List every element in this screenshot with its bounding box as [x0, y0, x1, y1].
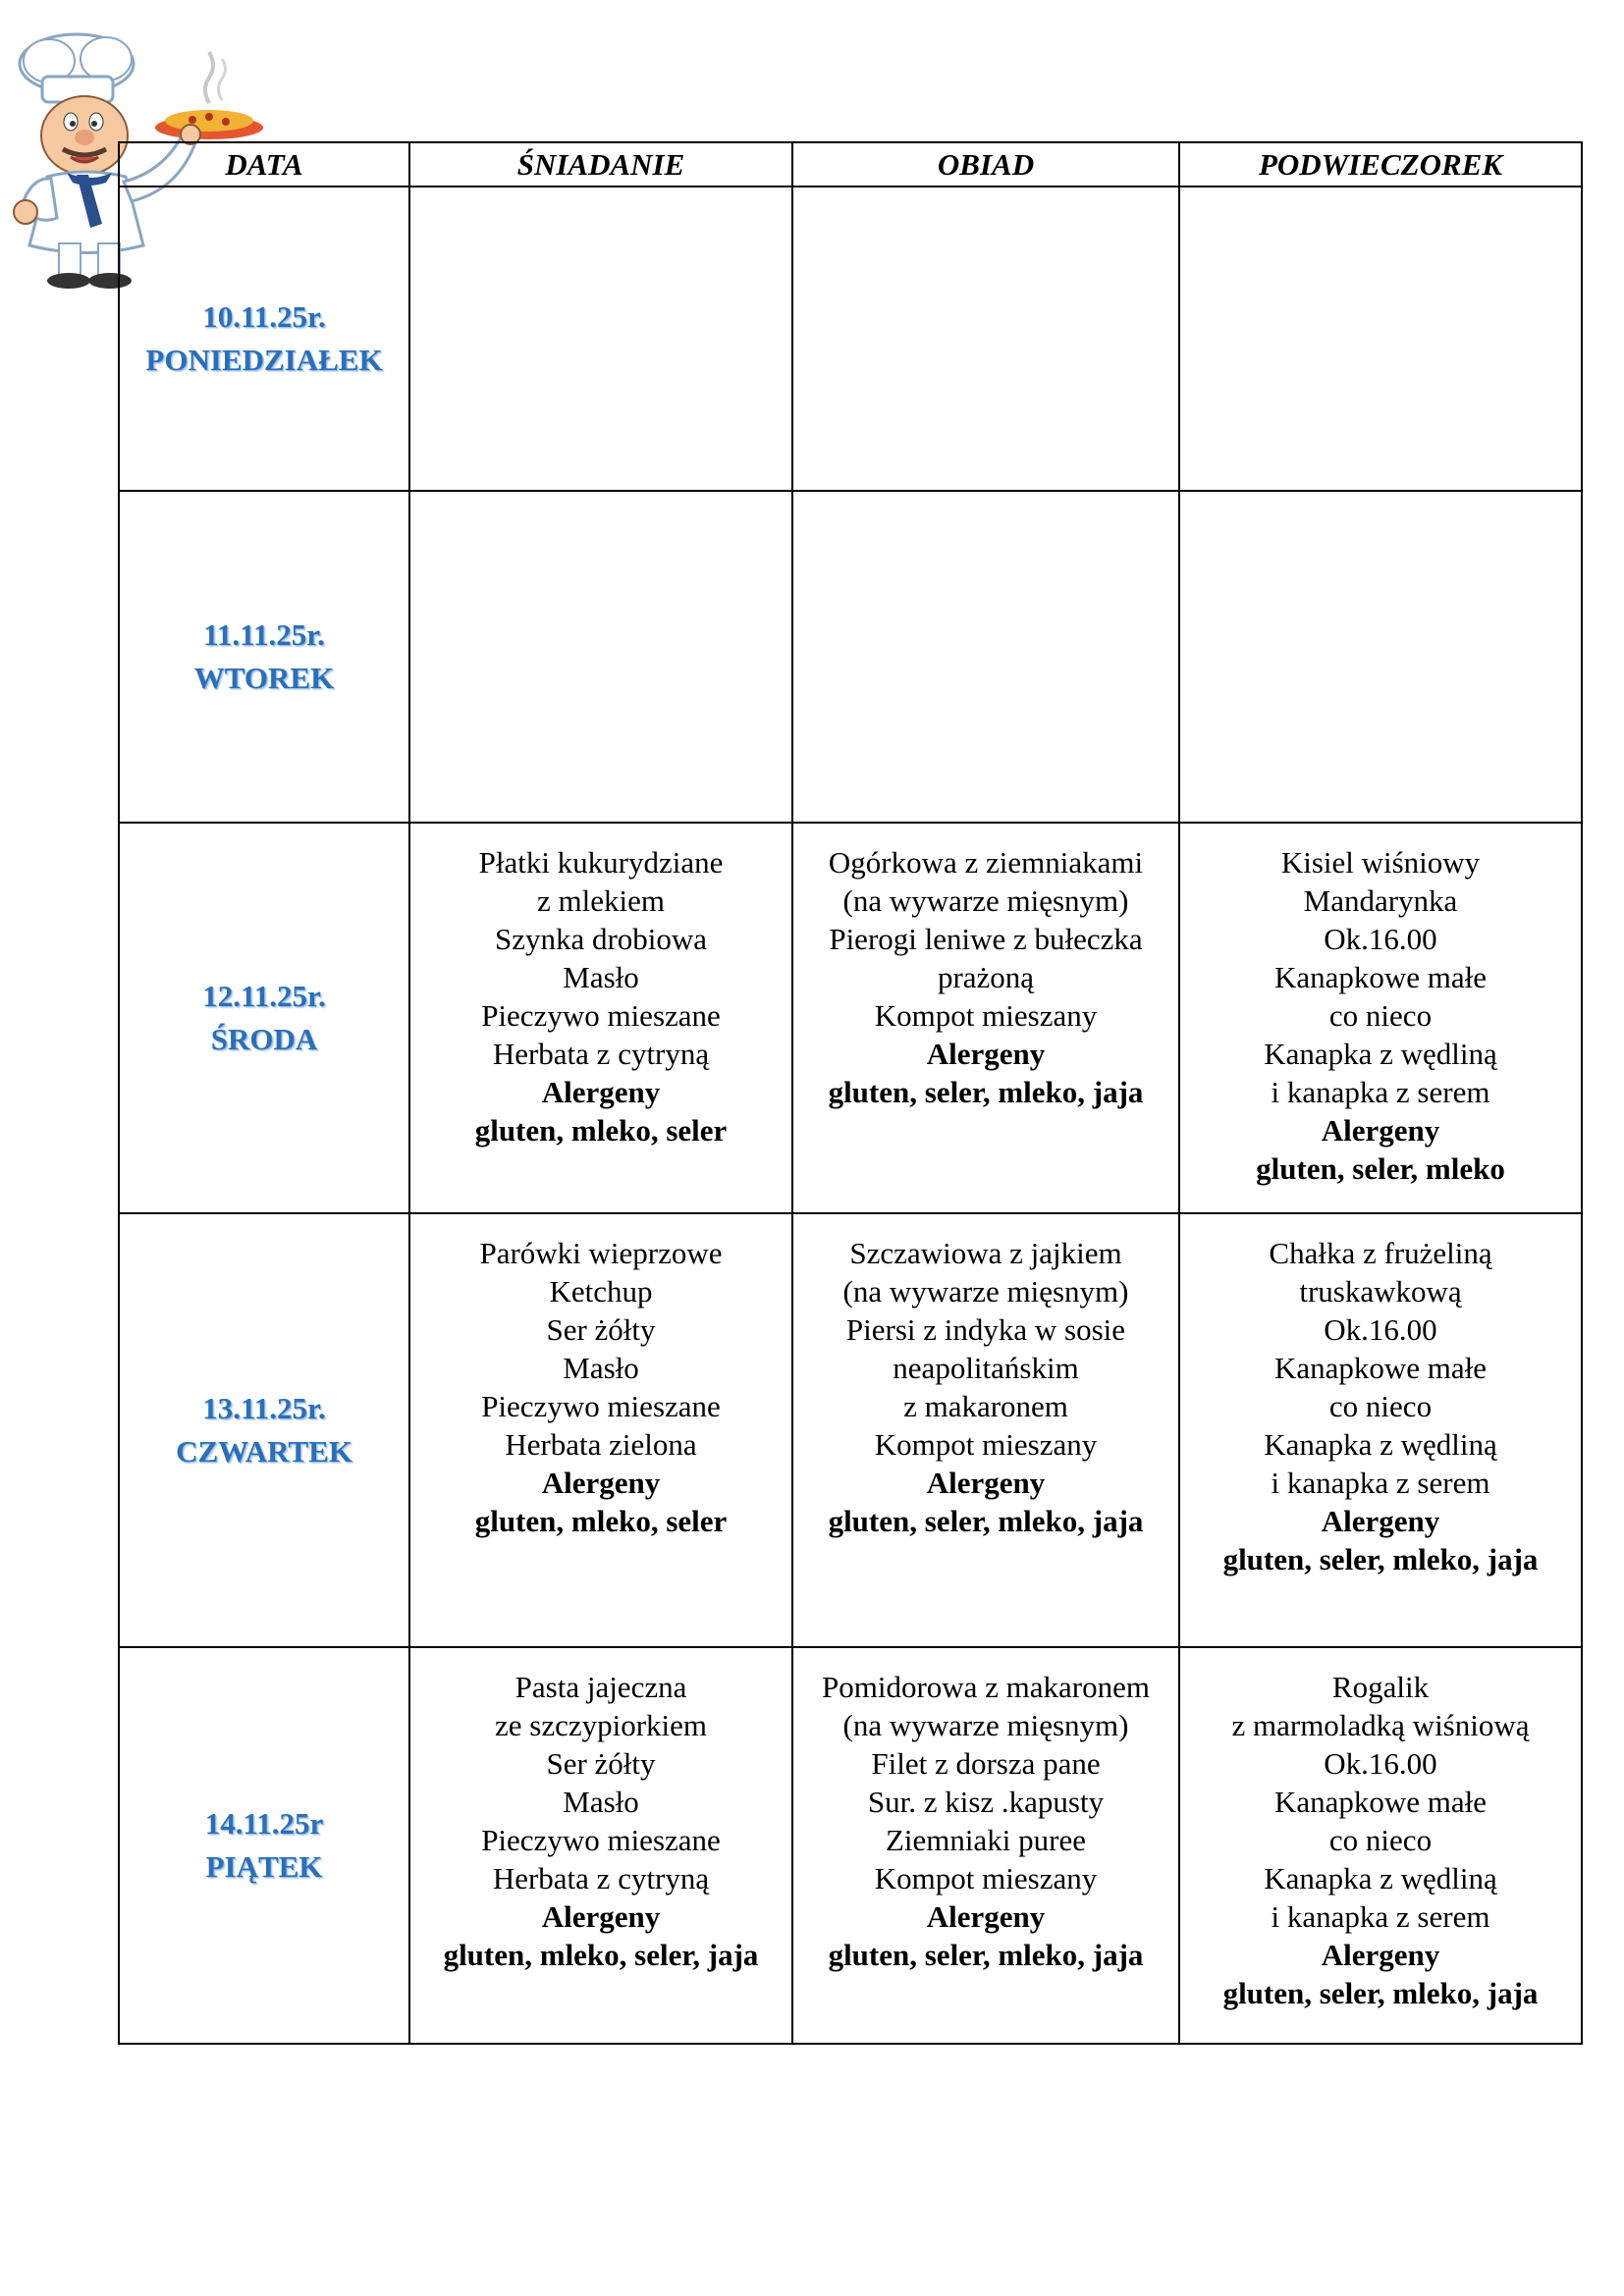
lunch-item: Szczawiowa z jajkiem: [849, 1236, 1122, 1270]
day-row: [119, 187, 1582, 491]
snack-item: Ok.16.00: [1324, 922, 1437, 956]
allergen-heading: Alergeny: [541, 1899, 661, 1934]
day-row: [119, 823, 1582, 1213]
breakfast-item: Pasta jajeczna: [514, 1670, 687, 1704]
lunch-item: (na wywarze mięsnym): [842, 883, 1129, 918]
breakfast-item: Herbata z cytryną: [492, 1037, 710, 1071]
day-weekday: ŚRODA: [210, 1022, 318, 1056]
allergen-list: gluten, seler, mleko, jaja: [1222, 1976, 1539, 2010]
allergen-heading: Alergeny: [926, 1466, 1046, 1500]
breakfast-cell: [409, 823, 792, 1213]
allergen-list: gluten, mleko, seler: [474, 1113, 728, 1148]
lunch-item: Kompot mieszany: [874, 998, 1098, 1033]
lunch-item: Ziemniaki puree: [886, 1823, 1086, 1857]
snack-item: Ok.16.00: [1324, 1312, 1437, 1347]
day-weekday: PIĄTEK: [205, 1849, 323, 1884]
breakfast-item: Masło: [563, 1785, 639, 1819]
lunch-item: Sur. z kisz .kapusty: [867, 1785, 1105, 1819]
allergen-heading: Alergeny: [926, 1899, 1046, 1934]
snack-item: co nieco: [1328, 1389, 1433, 1423]
allergen-heading: Alergeny: [541, 1466, 661, 1500]
snack-item: truskawkową: [1299, 1274, 1462, 1308]
allergen-list: gluten, mleko, seler: [474, 1504, 728, 1538]
breakfast-item: Pieczywo mieszane: [481, 1389, 721, 1423]
allergen-list: gluten, seler, mleko, jaja: [828, 1938, 1144, 1972]
lunch-item: Kompot mieszany: [874, 1861, 1098, 1896]
breakfast-cell: [409, 187, 792, 491]
day-weekday: WTOREK: [193, 661, 335, 695]
snack-item: co nieco: [1328, 998, 1433, 1033]
day-cell: [119, 187, 409, 491]
day-weekday: PONIEDZIAŁEK: [145, 343, 383, 377]
snack-cell: [1179, 187, 1582, 491]
day-date: 10.11.25r.: [202, 299, 326, 334]
snack-item: co nieco: [1328, 1823, 1433, 1857]
allergen-list: gluten, seler, mleko, jaja: [828, 1504, 1144, 1538]
breakfast-item: Herbata z cytryną: [492, 1861, 710, 1896]
snack-cell: [1179, 823, 1582, 1213]
day-cell: [119, 491, 409, 823]
snack-item: Chałka z frużeliną: [1269, 1236, 1492, 1270]
breakfast-cell: [409, 1647, 792, 2044]
lunch-cell: [792, 491, 1179, 823]
day-weekday: CZWARTEK: [176, 1434, 352, 1468]
snack-item: z marmoladką wiśniową: [1231, 1708, 1530, 1742]
lunch-item: neapolitańskim: [893, 1351, 1079, 1385]
breakfast-item: z mlekiem: [537, 883, 665, 918]
lunch-item: Pomidorowa z makaronem: [821, 1670, 1151, 1704]
snack-cell: [1179, 491, 1582, 823]
col-header-snack: PODWIECZOREK: [1179, 142, 1582, 187]
snack-item: Kanapka z wędliną: [1264, 1861, 1497, 1896]
breakfast-cell: [409, 1213, 792, 1647]
col-header-breakfast: ŚNIADANIE: [409, 142, 792, 187]
lunch-item: (na wywarze mięsnym): [842, 1274, 1129, 1308]
allergen-heading: Alergeny: [541, 1075, 661, 1109]
day-date: 11.11.25r.: [203, 617, 325, 652]
snack-item: Kanapka z wędliną: [1264, 1037, 1497, 1071]
snack-item: Rogalik: [1331, 1670, 1430, 1704]
lunch-item: prażoną: [937, 960, 1035, 994]
lunch-cell: [792, 187, 1179, 491]
lunch-item: Filet z dorsza pane: [871, 1746, 1101, 1781]
breakfast-item: ze szczypiorkiem: [494, 1708, 708, 1742]
allergen-heading: Alergeny: [1321, 1504, 1440, 1538]
snack-item: Kanapkowe małe: [1273, 1351, 1488, 1385]
day-cell: [119, 1647, 409, 2044]
snack-item: Kisiel wiśniowy: [1280, 845, 1481, 880]
lunch-item: z makaronem: [903, 1389, 1068, 1423]
lunch-item: (na wywarze mięsnym): [842, 1708, 1129, 1742]
allergen-list: gluten, seler, mleko, jaja: [828, 1075, 1144, 1109]
snack-cell: [1179, 1213, 1582, 1647]
day-date: 13.11.25r.: [202, 1391, 326, 1425]
snack-cell: [1179, 1647, 1582, 2044]
breakfast-item: Herbata zielona: [505, 1427, 697, 1462]
day-date: 12.11.25r.: [202, 979, 326, 1013]
breakfast-item: Ser żółty: [546, 1746, 656, 1781]
snack-item: i kanapka z serem: [1271, 1899, 1490, 1934]
breakfast-item: Płatki kukurydziane: [478, 845, 724, 880]
lunch-item: Ogórkowa z ziemniakami: [828, 845, 1144, 880]
lunch-item: Piersi z indyka w sosie: [845, 1312, 1126, 1347]
menu-table: [118, 141, 1583, 2045]
allergen-heading: Alergeny: [926, 1037, 1046, 1071]
lunch-cell: [792, 1213, 1179, 1647]
breakfast-cell: [409, 491, 792, 823]
day-row: [119, 1647, 1582, 2044]
breakfast-item: Masło: [563, 960, 639, 994]
snack-item: Kanapka z wędliną: [1264, 1427, 1497, 1462]
day-row: [119, 491, 1582, 823]
day-row: [119, 1213, 1582, 1647]
lunch-cell: [792, 823, 1179, 1213]
breakfast-item: Pieczywo mieszane: [481, 1823, 721, 1857]
allergen-heading: Alergeny: [1321, 1113, 1440, 1148]
breakfast-item: Parówki wieprzowe: [479, 1236, 723, 1270]
snack-item: Mandarynka: [1303, 883, 1458, 918]
breakfast-item: Pieczywo mieszane: [481, 998, 721, 1033]
allergen-list: gluten, seler, mleko: [1256, 1151, 1505, 1186]
snack-item: Kanapkowe małe: [1273, 960, 1488, 994]
day-cell: [119, 1213, 409, 1647]
breakfast-item: Szynka drobiowa: [494, 922, 708, 956]
lunch-cell: [792, 1647, 1179, 2044]
snack-item: i kanapka z serem: [1271, 1466, 1490, 1500]
lunch-item: Kompot mieszany: [874, 1427, 1098, 1462]
breakfast-item: Ser żółty: [546, 1312, 656, 1347]
allergen-list: gluten, seler, mleko, jaja: [1222, 1542, 1539, 1576]
lunch-item: Pierogi leniwe z bułeczka: [829, 922, 1143, 956]
allergen-list: gluten, mleko, seler, jaja: [443, 1938, 759, 1972]
allergen-heading: Alergeny: [1321, 1938, 1440, 1972]
header-row: [119, 142, 1582, 187]
snack-item: Ok.16.00: [1324, 1746, 1437, 1781]
day-date: 14.11.25r: [204, 1806, 324, 1841]
col-header-lunch: OBIAD: [792, 142, 1179, 187]
day-cell: [119, 823, 409, 1213]
snack-item: i kanapka z serem: [1271, 1075, 1490, 1109]
breakfast-item: Masło: [563, 1351, 639, 1385]
snack-item: Kanapkowe małe: [1273, 1785, 1488, 1819]
breakfast-item: Ketchup: [549, 1274, 653, 1308]
col-header-date: DATA: [119, 142, 409, 187]
